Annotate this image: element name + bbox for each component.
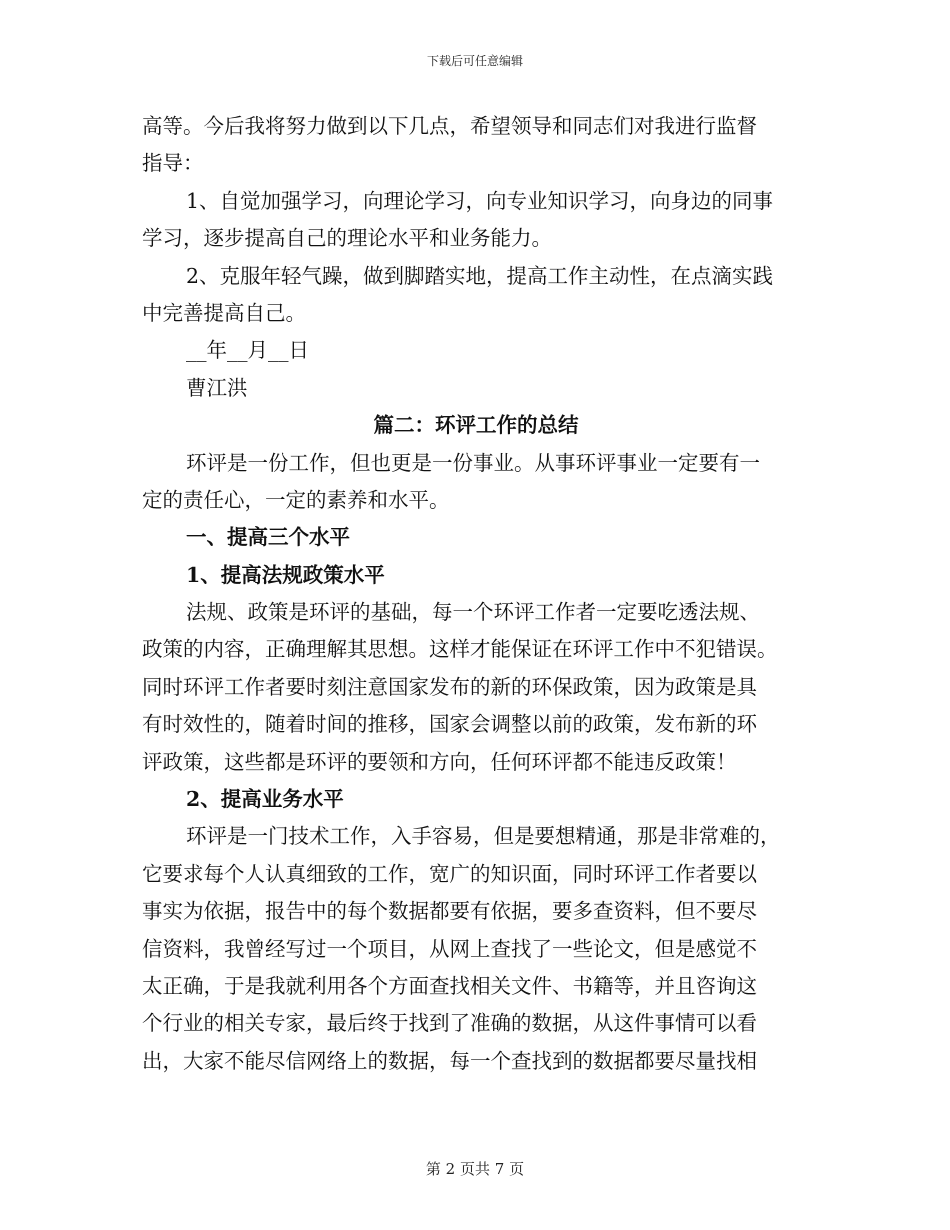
text-line: 评政策，这些都是环评的要领和方向，任何环评都不能违反政策！ xyxy=(142,749,737,774)
text-line: __年__月__日 xyxy=(186,338,309,363)
text-line: 2、克服年轻气躁，做到脚踏实地，提高工作主动性，在点滴实践 xyxy=(186,263,774,288)
text-line: 曹江洪 xyxy=(186,375,248,400)
text-line: 出，大家不能尽信网络上的数据，每一个查找到的数据都要尽量找相 xyxy=(142,1048,757,1073)
page-header: 下载后可任意编辑 xyxy=(426,54,523,68)
text-line: 中完善提高自己。 xyxy=(142,300,306,325)
text-line: 个行业的相关专家，最后终于找到了准确的数据，从这件事情可以看 xyxy=(142,1011,757,1036)
text-line: 高等。今后我将努力做到以下几点，希望领导和同志们对我进行监督 xyxy=(142,114,757,138)
text-line: 它要求每个人认真细致的工作，宽广的知识面，同时环评工作者要以 xyxy=(142,861,757,886)
text-line: 信资料，我曾经写过一个项目，从网上查找了一些论文，但是感觉不 xyxy=(142,936,757,961)
text-line: 有时效性的，随着时间的推移，国家会调整以前的政策，发布新的环 xyxy=(142,712,757,737)
heading-line: 2、提高业务水平 xyxy=(186,787,344,812)
section-title: 篇二：环评工作的总结 xyxy=(373,413,579,438)
text-line: 定的责任心，一定的素养和水平。 xyxy=(142,487,450,512)
document-body xyxy=(142,108,810,1080)
text-line: 环评是一份工作，但也更是一份事业。从事环评事业一定要有一 xyxy=(186,450,760,475)
heading-line: 1、提高法规政策水平 xyxy=(186,562,385,587)
page-footer: 第 2 页共 7 页 xyxy=(425,1160,525,1178)
heading-line: 一、提高三个水平 xyxy=(186,525,350,550)
text-line: 1、自觉加强学习，向理论学习，向专业知识学习，向身边的同事 xyxy=(186,188,774,213)
text-line: 同时环评工作者要时刻注意国家发布的新的环保政策，因为政策是具 xyxy=(142,674,757,699)
text-line: 事实为依据，报告中的每个数据都要有依据，要多查资料，但不要尽 xyxy=(142,899,757,924)
text-line: 学习，逐步提高自己的理论水平和业务能力。 xyxy=(142,226,552,251)
text-line: 政策的内容，正确理解其思想。这样才能保证在环评工作中不犯错误。 xyxy=(142,637,778,662)
text-line: 法规、政策是环评的基础，每一个环评工作者一定要吃透法规、 xyxy=(186,600,760,625)
text-line: 太正确，于是我就利用各个方面查找相关文件、书籍等，并且咨询这 xyxy=(142,973,757,998)
text-line: 环评是一门技术工作，入手容易，但是要想精通，那是非常难的， xyxy=(186,824,781,849)
text-line: 指导： xyxy=(142,151,204,176)
